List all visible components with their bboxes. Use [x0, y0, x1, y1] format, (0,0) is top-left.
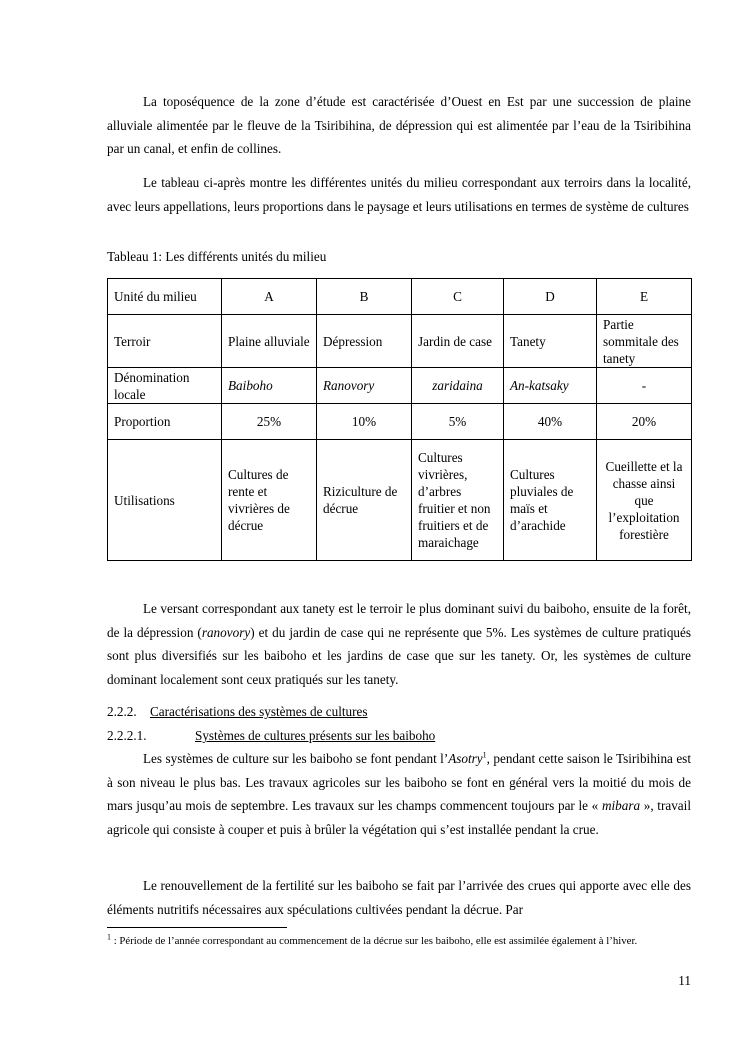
cell-terroir-c: Jardin de case [412, 315, 504, 368]
paragraph-fertility: Le renouvellement de la fertilité sur les baiboho se fait par l’arrivée des crues qui apporte avec elle des éléments nutritifs nécessaires aux spéculations cultivées pendant la décrue. Par [107, 878, 691, 917]
cell-header-b: B [317, 279, 412, 315]
cell-utilisations-e: Cueillette et la chasse ainsi que l’exploitation forestière [597, 440, 692, 561]
section-title: Caractérisations des systèmes de cultures [150, 704, 368, 719]
table-caption: Tableau 1: Les différents unités du milieu [107, 249, 327, 264]
cell-proportion-c: 5% [412, 404, 504, 440]
cell-denomination-c: zaridaina [412, 368, 504, 404]
paragraph-versant [107, 597, 691, 691]
cell-utilisations-c: Cultures vivrières, d’arbres fruitier et non fruitiers et de maraichage [412, 440, 504, 561]
cell-utilisations-label: Utilisations [108, 440, 222, 561]
cell-denomination-e: - [597, 368, 692, 404]
subsection-number: 2.2.2.1. [107, 728, 147, 743]
paragraph-versant-text-2: ) et du jardin de case qui ne représente que 5%. Les systèmes de culture pratiqués sont plus diversifiés sur les baiboho et les jardins de case que sur les tanety. Or, les systèmes de culture dominant localement sont ceux pratiqués sur les tanety. [107, 624, 691, 687]
cell-terroir-d: Tanety [504, 315, 597, 368]
table-row-denomination [108, 368, 692, 404]
table-row-header [108, 279, 692, 315]
paragraph-baiboho-systems [107, 747, 691, 841]
cell-utilisations-d: Cultures pluviales de maïs et d’arachide [504, 440, 597, 561]
footnote-text: : Période de l’année correspondant au commencement de la décrue sur les baiboho, elle est assimilée également à l’hiver. [111, 935, 638, 947]
paragraph-baiboho-text-3: », travail agricole qui consiste à couper et puis à brûler la végétation qui s’est installée pendant la crue. [107, 798, 691, 837]
cell-utilisations-a: Cultures de rente et vivrières de décrue [222, 440, 317, 561]
subsection-title: Systèmes de cultures présents sur les baiboho [195, 728, 436, 743]
cell-utilisations-b: Riziculture de décrue [317, 440, 412, 561]
paragraph-toposequence: La toposéquence de la zone d’étude est caractérisée d’Ouest en Est par une succession de plaine alluviale alimentée par le fleuve de la Tsiribihina, de dépression qui est alimentée par l’eau de la Tsiribihina par un canal, et enfin de collines. [107, 94, 691, 157]
paragraph-baiboho-text-1: Les systèmes de culture sur les baiboho se font pendant l’ [143, 751, 449, 766]
cell-denomination-b: Ranovory [317, 368, 412, 404]
paragraph-baiboho-asotry: Asotry [448, 751, 483, 766]
page-number: 11 [678, 973, 691, 988]
cell-header-a: A [222, 279, 317, 315]
paragraph-baiboho-mibara: mibara [601, 798, 641, 814]
cell-proportion-label: Proportion [108, 404, 222, 440]
cell-proportion-d: 40% [504, 404, 597, 440]
cell-header-e: E [597, 279, 692, 315]
paragraph-baiboho-text-2: , pendant cette saison le Tsiribihina est à son niveau le plus bas. Les travaux agricoles sur les baiboho se font en général vers la moitié du mois de mars jusqu’au mois de septembre. Les travaux sur les champs commencent toujours par le « [107, 751, 691, 814]
cell-denomination-label: Dénomination locale [108, 368, 222, 404]
section-number: 2.2.2. [107, 704, 137, 719]
table-row-terroir [108, 315, 692, 368]
footnote-separator [107, 927, 287, 928]
cell-header-d: D [504, 279, 597, 315]
table-row-proportion [108, 404, 692, 440]
cell-terroir-label: Terroir [108, 315, 222, 368]
cell-denomination-a: Baiboho [222, 368, 317, 404]
cell-proportion-b: 10% [317, 404, 412, 440]
table-row-utilisations [108, 440, 692, 561]
paragraph-table-intro: Le tableau ci-après montre les différentes unités du milieu correspondant aux terroirs dans la localité, avec leurs appellations, leurs proportions dans le paysage et leurs utilisations en termes de système de cultures [107, 175, 691, 214]
cell-header-label: Unité du milieu [108, 279, 222, 315]
cell-terroir-e: Partie sommitale des tanety [597, 315, 692, 368]
paragraph-versant-text-1: Le versant correspondant aux tanety est le terroir le plus dominant suivi du baiboho, ensuite de la forêt, de la dépression ( [107, 601, 691, 640]
cell-proportion-e: 20% [597, 404, 692, 440]
units-table [107, 278, 692, 561]
footnote-reference[interactable]: 1 [482, 750, 487, 760]
section-heading-2-2-2-1 [107, 726, 435, 746]
footnote [107, 934, 691, 949]
cell-terroir-b: Dépression [317, 315, 412, 368]
paragraph-versant-italic: ranovory [201, 624, 251, 640]
cell-header-c: C [412, 279, 504, 315]
cell-terroir-a: Plaine alluviale [222, 315, 317, 368]
cell-proportion-a: 25% [222, 404, 317, 440]
section-heading-2-2-2 [107, 702, 368, 722]
cell-denomination-d: An-katsaky [504, 368, 597, 404]
footnote-mark: 1 [107, 932, 111, 942]
